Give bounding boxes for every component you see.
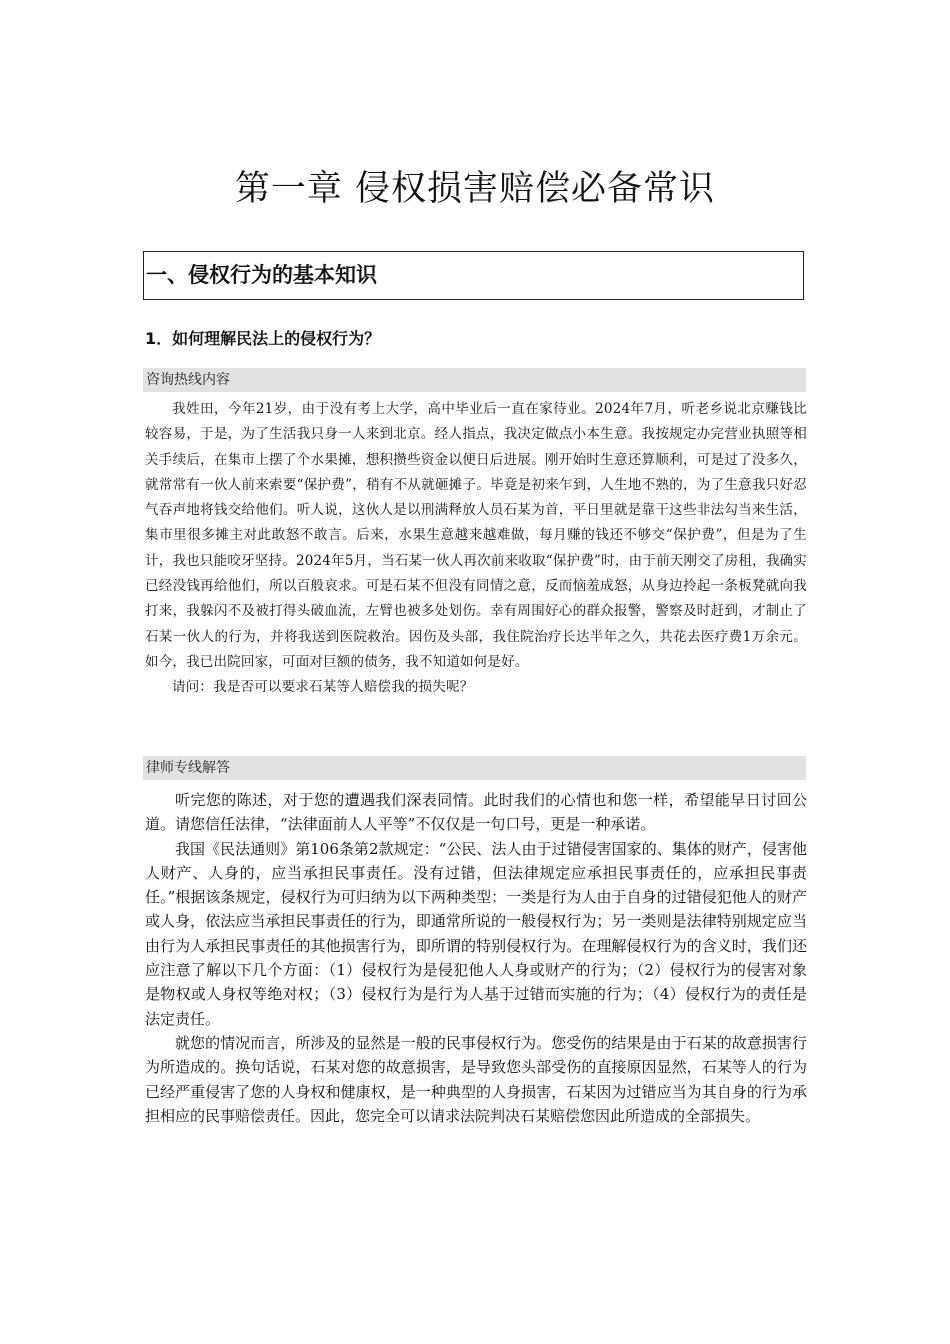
- consult-label-band: 咨询热线内容: [143, 368, 806, 392]
- consult-content: [145, 397, 807, 701]
- question-title: 1．如何理解民法上的侵权行为？: [145, 329, 381, 348]
- section-heading: 一、侵权行为的基本知识: [146, 263, 377, 287]
- section-heading-box: [143, 251, 804, 300]
- answer-paragraph-2: 我国《民法通则》第106条第2款规定：“公民、法人由于过错侵害国家的、集体的财产，侵害他人财产、人身的，应当承担民事责任。没有过错，但法律规定应承担民事责任的，应承担民事责任。”根据该条规定，侵权行为可归纳为以下两种类型：一类是行为人由于自身的过错侵犯他人的财产或人身，依法应当承担民事责任的行为，即通常所说的一般侵权行为；另一类则是法律特别规定应当由行为人承担民事责任的其他损害行为，即所谓的特别侵权行为。在理解侵权行为的含义时，我们还应注意了解以下几个方面：（1）侵权行为是侵犯他人人身或财产的行为；（2）侵权行为的侵害对象是物权或人身权等绝对权；（3）侵权行为是行为人基于过错而实施的行为；（4）侵权行为的责任是法定责任。: [145, 839, 807, 1028]
- consult-paragraph-1: 我姓田，今年21岁，由于没有考上大学，高中毕业后一直在家待业。2024年7月，听老乡说北京赚钱比较容易，于是，为了生活我只身一人来到北京。经人指点，我决定做点小本生意。我按规定办完营业执照等相关手续后，在集市上摆了个水果摊，想积攒些资金以便日后进展。刚开始时生意还算顺利，可是过了没多久，就常常有一伙人前来索要“保护费”，稍有不从就砸摊子。毕竟是初来乍到，人生地不熟的，为了生意我只好忍气吞声地将钱交给他们。听人说，这伙人是以刑满释放人员石某为首，平日里就是靠干这些非法勾当来生活，集市里很多摊主对此敢怒不敢言。后来，水果生意越来越难做，每月赚的钱还不够交“保护费”，但是为了生计，我也只能咬牙坚持。2024年5月，当石某一伙人再次前来收取“保护费”时，由于前天刚交了房租，我确实已经没钱再给他们，所以百般哀求。可是石某不但没有同情之意，反而恼羞成怒，从身边拎起一条板凳就向我打来，我躲闪不及被打得头破血流，左臂也被多处划伤。幸有周围好心的群众报警，警察及时赶到，才制止了石某一伙人的行为，并将我送到医院救治。因伤及头部，我住院治疗长达半年之久，共花去医疗费1万余元。如今，我已出院回家，可面对巨额的债务，我不知道如何是好。: [145, 401, 807, 670]
- chapter-title: 第一章 侵权损害赔偿必备常识: [234, 169, 716, 209]
- answer-paragraph-1: 听完您的陈述，对于您的遭遇我们深表同情。此时我们的心情也和您一样，希望能早日讨回公道。请您信任法律，“法律面前人人平等”不仅仅是一句口号，更是一种承诺。: [145, 791, 807, 834]
- answer-content: [145, 788, 807, 1128]
- answer-paragraph-3: 就您的情况而言，所涉及的显然是一般的民事侵权行为。您受伤的结果是由于石某的故意损害行为所造成的。换句话说，石某对您的故意损害，是导致您头部受伤的直接原因显然，石某等人的行为已经严重侵害了您的人身权和健康权，是一种典型的人身损害，石某因为过错应当为其自身的行为承担相应的民事赔偿责任。因此，您完全可以请求法院判决石某赔偿您因此所造成的全部损失。: [145, 1033, 807, 1125]
- consult-paragraph-2: 请问：我是否可以要求石某等人赔偿我的损失呢？: [172, 679, 474, 696]
- answer-label-band: 律师专线解答: [143, 756, 806, 780]
